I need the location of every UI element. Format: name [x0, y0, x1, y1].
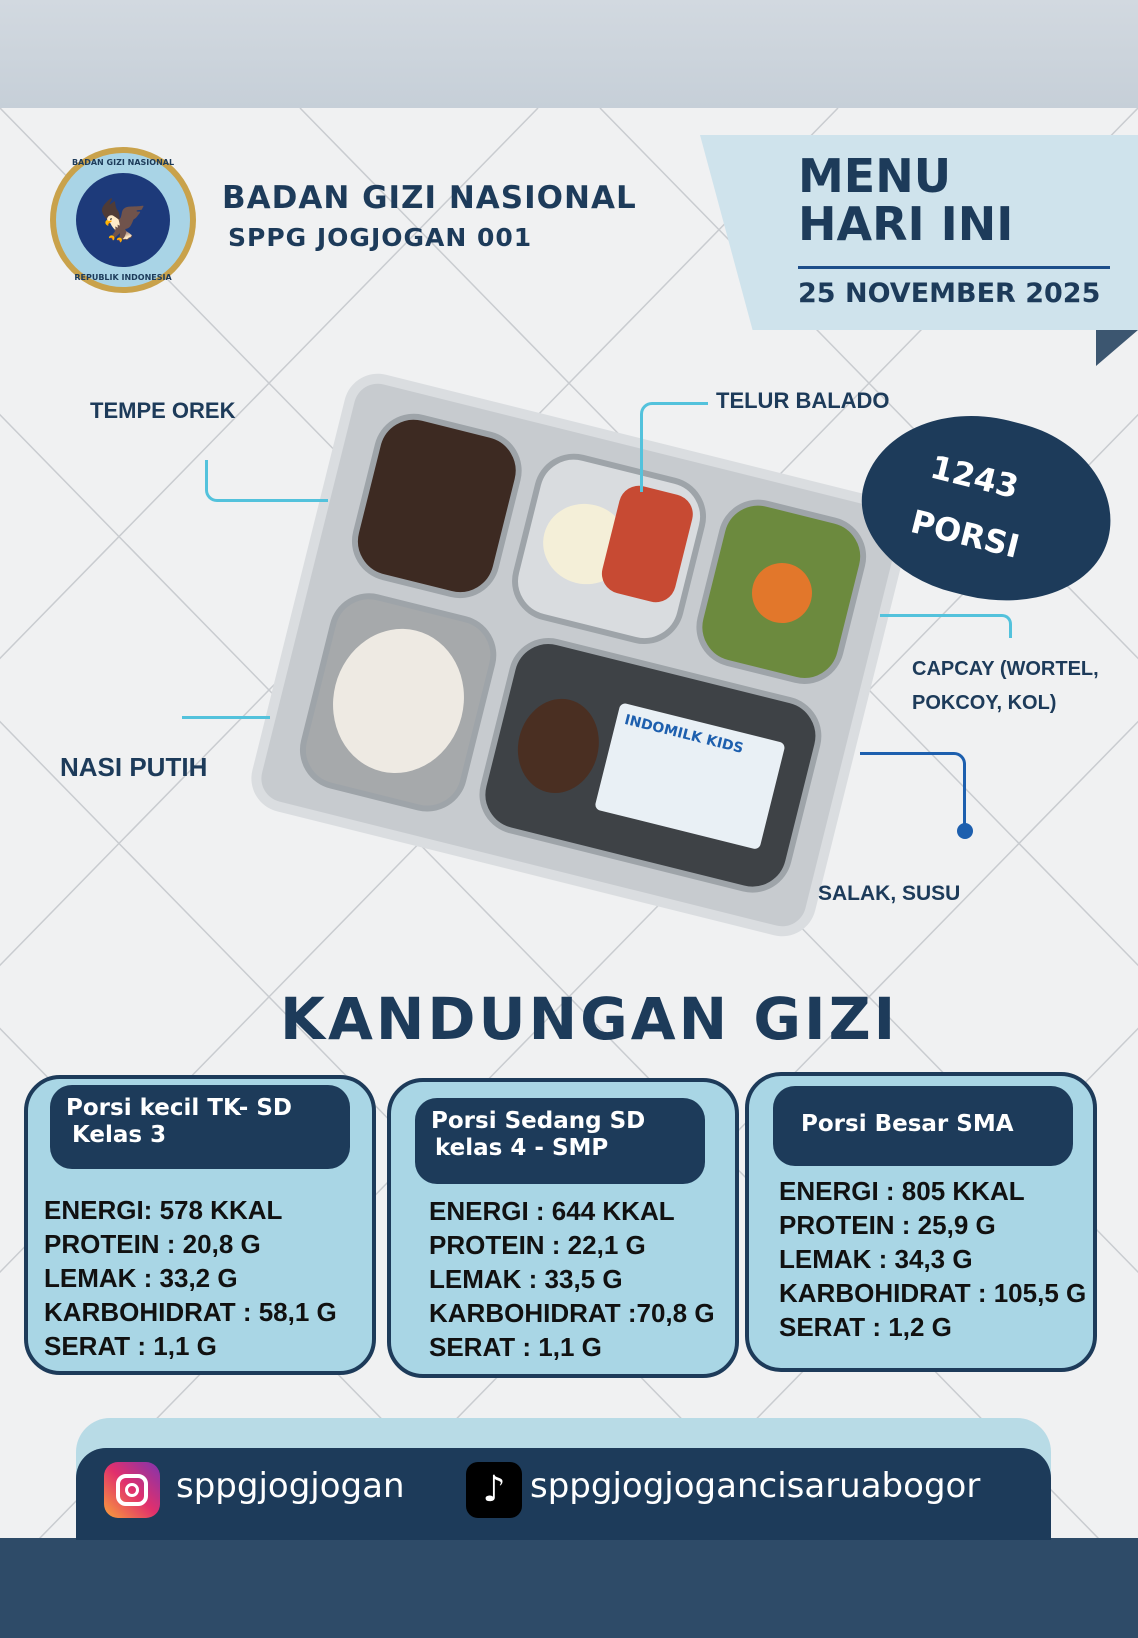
logo-text-top: BADAN GIZI NASIONAL: [71, 158, 175, 167]
energi: ENERGI: 578 KKAL: [44, 1195, 283, 1225]
card-header-line1: Porsi Besar SMA: [801, 1111, 1014, 1137]
menu-underline: [798, 266, 1110, 269]
serat: SERAT : 1,1 G: [429, 1332, 602, 1362]
tempe-connector: [205, 460, 328, 502]
unit-name: SPPG JOGJOGAN 001: [228, 223, 533, 252]
nutrition-list: [779, 1174, 1086, 1344]
salak-fruit: [508, 690, 609, 802]
capcay-compartment: [688, 491, 875, 692]
instagram-handle[interactable]: sppgjogjogan: [176, 1466, 405, 1506]
protein: PROTEIN : 20,8 G: [44, 1229, 261, 1259]
instagram-icon[interactable]: [104, 1462, 160, 1518]
telur-connector: [640, 402, 708, 492]
nutrition-card-small: [24, 1075, 376, 1375]
label-nasi-putih: NASI PUTIH: [60, 752, 208, 782]
card-header-line2: kelas 4 - SMP: [435, 1135, 609, 1161]
serat: SERAT : 1,1 G: [44, 1331, 217, 1361]
energi: ENERGI : 805 KKAL: [779, 1176, 1025, 1206]
label-salak-susu: SALAK, SUSU: [818, 882, 961, 905]
energi: ENERGI : 644 KKAL: [429, 1196, 675, 1226]
nutrition-list: [429, 1194, 715, 1364]
nutrition-list: [44, 1193, 337, 1363]
card-header: [50, 1085, 350, 1169]
lemak: LEMAK : 33,2 G: [44, 1263, 238, 1293]
karbohidrat: KARBOHIDRAT : 105,5 G: [779, 1278, 1087, 1308]
protein: PROTEIN : 25,9 G: [779, 1210, 996, 1240]
serat: SERAT : 1,2 G: [779, 1312, 952, 1342]
portion-label: PORSI: [907, 502, 1024, 566]
karbohidrat: KARBOHIDRAT :70,8 G: [429, 1298, 715, 1328]
tiktok-icon[interactable]: ♪: [466, 1462, 522, 1518]
portion-count: 1243: [926, 447, 1023, 507]
salak-connector: [860, 752, 966, 828]
nutrition-card-medium: [387, 1078, 739, 1378]
nasi-connector: [182, 716, 270, 719]
nutrition-card-large: [745, 1072, 1097, 1372]
menu-title-line2: HARI INI: [798, 197, 1014, 251]
karbohidrat: KARBOHIDRAT : 58,1 G: [44, 1297, 337, 1327]
label-telur-balado: TELUR BALADO: [716, 388, 890, 413]
menu-title-line1: MENU: [798, 149, 952, 203]
card-header-line2: Kelas 3: [72, 1122, 167, 1148]
logo-text-bottom: REPUBLIK INDONESIA: [74, 273, 172, 282]
bgn-logo: [50, 147, 196, 293]
protein: PROTEIN : 22,1 G: [429, 1230, 646, 1260]
bottom-band: [0, 1538, 1138, 1638]
label-capcay-line1: CAPCAY (WORTEL,: [912, 658, 1099, 680]
card-header-line1: Porsi kecil TK- SD: [66, 1095, 292, 1121]
rice-compartment: [291, 585, 504, 820]
menu-title: [798, 149, 1014, 251]
nutrition-title: KANDUNGAN GIZI: [280, 985, 899, 1053]
menu-date: 25 NOVEMBER 2025: [798, 278, 1101, 309]
connector-dot: [957, 823, 973, 839]
garuda-icon: 🦅: [76, 173, 170, 267]
tempe-orek-compartment: [343, 405, 530, 606]
tiktok-handle[interactable]: sppgjogjogancisaruabogor: [530, 1466, 981, 1506]
card-header: [773, 1086, 1073, 1166]
card-header-line1: Porsi Sedang SD: [431, 1108, 646, 1134]
card-header: [415, 1098, 705, 1184]
lemak: LEMAK : 34,3 G: [779, 1244, 973, 1274]
label-tempe-orek: TEMPE OREK: [90, 398, 236, 423]
top-band: [0, 0, 1138, 108]
lemak: LEMAK : 33,5 G: [429, 1264, 623, 1294]
org-name: BADAN GIZI NASIONAL: [222, 180, 637, 216]
label-capcay-line2: POKCOY, KOL): [912, 692, 1057, 714]
label-capcay: [912, 652, 1099, 720]
capcay-connector: [880, 614, 1012, 638]
milk-carton: INDOMILK KIDS: [594, 702, 786, 850]
